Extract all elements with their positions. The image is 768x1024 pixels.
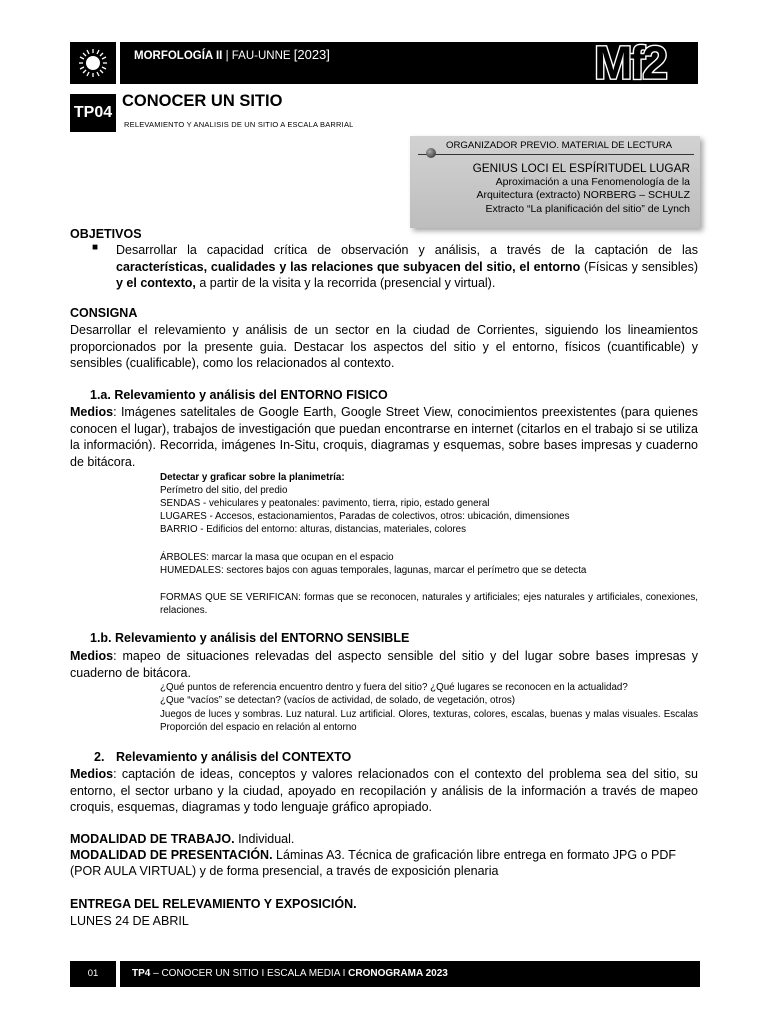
section-1a-heading: 1.a. Relevamiento y análisis del ENTORNO FISICO [90, 388, 388, 402]
mf2-logo-text: Mf2 [594, 38, 666, 84]
footer-cronograma: CRONOGRAMA 2023 [348, 968, 448, 979]
course-separator: | [222, 50, 232, 62]
detect-title: Detectar y graficar sobre la planimetría: [160, 472, 345, 483]
section-1b-medios [70, 648, 698, 681]
list-item: ÁRBOLES: marcar la masa que ocupan en el espacio [160, 552, 394, 563]
entrega-heading: ENTREGA DEL RELEVAMIENTO Y EXPOSICIÓN. [70, 897, 357, 911]
modalidad-presentacion [70, 847, 676, 864]
section-1a-medios [70, 404, 698, 470]
section-1b-questions [160, 681, 628, 707]
question-item: ¿Qué puntos de referencia encuentro dentro y fuera del sitio? ¿Qué lugares se reconocen en la actualidad? [160, 682, 628, 693]
reading-box-header: ORGANIZADOR PREVIO. MATERIAL DE LECTURA [446, 140, 673, 151]
bullet-icon: ■ [92, 242, 99, 253]
list-item: Perímetro del sitio, del predio [160, 485, 288, 496]
institution: FAU-UNNE [231, 50, 294, 62]
medios-text: : mapeo de situaciones relevadas del aspecto sensible del sitio y del lugar sobre bases impresas y cuaderno de bitácora. [70, 649, 698, 680]
sunburst-icon [70, 42, 116, 84]
footer-bar [120, 961, 700, 987]
tp-code-badge: TP04 [70, 94, 116, 132]
medios-label: Medios [70, 405, 114, 419]
modalidad-value: Láminas A3. Técnica de graficación libre entrega en formato JPG o PDF [272, 848, 677, 862]
faculty-logo [70, 42, 116, 84]
reading-material-box [410, 136, 700, 228]
entrega-date: LUNES 24 DE ABRIL [70, 914, 189, 928]
page-number: 01 [70, 961, 116, 987]
page-subtitle: RELEVAMIENTO Y ANALISIS DE UN SITIO A ESCALA BARRIAL [124, 120, 354, 129]
modalidad-presentacion-cont: (POR AULA VIRTUAL) y de forma presencial, a través de exposición plenaria [70, 864, 499, 878]
medios-text: : captación de ideas, conceptos y valores relacionados con el contexto del problema sea del sitio, su entorno, el sector urbano y la ciudad, apoyado en recopilación y análisis de la información a través de mapeo croquis, esquemas, diagramas y todo lenguaje gráfico apropiado. [70, 767, 698, 814]
list-item: LUGARES - Accesos, estacionamientos, Paradas de colectivos, otros: ubicación, dimensiones [160, 511, 570, 522]
objetivos-text: (Físicas y sensibles) [580, 259, 698, 274]
reading-line: Arquitectura (extracto) NORBERG – SCHULZ [476, 189, 690, 201]
section-1a-list-2 [160, 551, 586, 577]
question-item: ¿Que “vacíos” se detectan? (vacíos de actividad, de solado, de vegetación, otros) [160, 695, 516, 706]
consigna-text: Desarrollar el relevamiento y análisis de un sector en la ciudad de Corrientes, siguiendo los lineamientos proporcionados por la presente guia. Destacar los aspectos del sitio y el entorno, físicos (cuantificable) y sensibles (cualificable), como los relacionados al contexto. [70, 323, 698, 370]
modalidad-value: Individual. [234, 832, 295, 846]
section-1b-heading: 1.b. Relevamiento y análisis del ENTORNO SENSIBLE [90, 631, 410, 645]
modalidad-trabajo [70, 831, 294, 848]
reading-line: GENIUS LOCI EL ESPÍRITUDEL LUGAR [472, 161, 690, 175]
list-item: SENDAS - vehiculares y peatonales: pavimento, tierra, ripio, estado general [160, 498, 490, 509]
section-1a-list [160, 471, 570, 536]
reading-list [473, 162, 690, 216]
medios-label: Medios [70, 649, 114, 663]
page-title: CONOCER UN SITIO [122, 92, 283, 110]
section-2-medios [70, 766, 698, 816]
objetivos-bullet [116, 242, 698, 292]
objetivos-text: a partir de la visita y la recorrida (presencial y virtual). [195, 276, 496, 290]
mf2-brand-logo [586, 38, 698, 84]
reading-box-divider [418, 154, 694, 155]
course-name: MORFOLOGÍA II [134, 50, 223, 62]
medios-label: Medios [70, 767, 114, 781]
section-2-number: 2. [94, 750, 105, 764]
question-item: Juegos de luces y sombras. Luz natural. Luz artificial. Olores, texturas, colores, escalas, buenas y malas visuales. Escalas Proporción del espacio en relación al entorno [160, 709, 698, 733]
modalidad-label: MODALIDAD DE PRESENTACIÓN. [70, 848, 273, 862]
pin-icon [426, 148, 436, 158]
consigna-heading: CONSIGNA [70, 306, 138, 320]
course-line [134, 47, 330, 62]
year: [2023] [293, 47, 330, 62]
objetivos-heading: OBJETIVOS [70, 227, 142, 241]
objetivos-text: Desarrollar la capacidad crítica de observación y análisis, a través de la captación de las [116, 243, 698, 257]
section-2-heading: Relevamiento y análisis del CONTEXTO [116, 750, 352, 764]
medios-text: : Imágenes satelitales de Google Earth, Google Street View, conocimientos preexistentes (para quienes conocen el lugar), trabajos de investigación que puedan encontrarse en internet (citarlos en el trabajo si se utiliza la información). Recorrida, imágenes In-Situ, croquis, diagramas y esquemas, sobre bases impresas y cuaderno de bitácora. [70, 405, 698, 469]
footer-text: – CONOCER UN SITIO I ESCALA MEDIA I [150, 968, 349, 979]
modalidad-label: MODALIDAD DE TRABAJO. [70, 832, 235, 846]
list-item: BARRIO - Edificios del entorno: alturas, distancias, materiales, colores [160, 524, 467, 535]
objetivos-text-bold: características, cualidades y las relaciones que subyacen del sitio, el entorno [116, 259, 581, 274]
formas-text: FORMAS QUE SE VERIFICAN: formas que se reconocen, naturales y artificiales; ejes naturales y artificiales, conexiones, relaciones. [160, 592, 698, 616]
list-item: HUMEDALES: sectores bajos con aguas temporales, lagunas, marcar el perímetro que se detecta [160, 565, 587, 576]
footer-tp: TP4 [132, 968, 151, 979]
objetivos-text-bold: y el contexto, [116, 276, 196, 290]
reading-line: Extracto “La planificación del sitio” de Lynch [485, 202, 690, 215]
reading-line: Aproximación a una Fenomenología de la [495, 175, 690, 188]
